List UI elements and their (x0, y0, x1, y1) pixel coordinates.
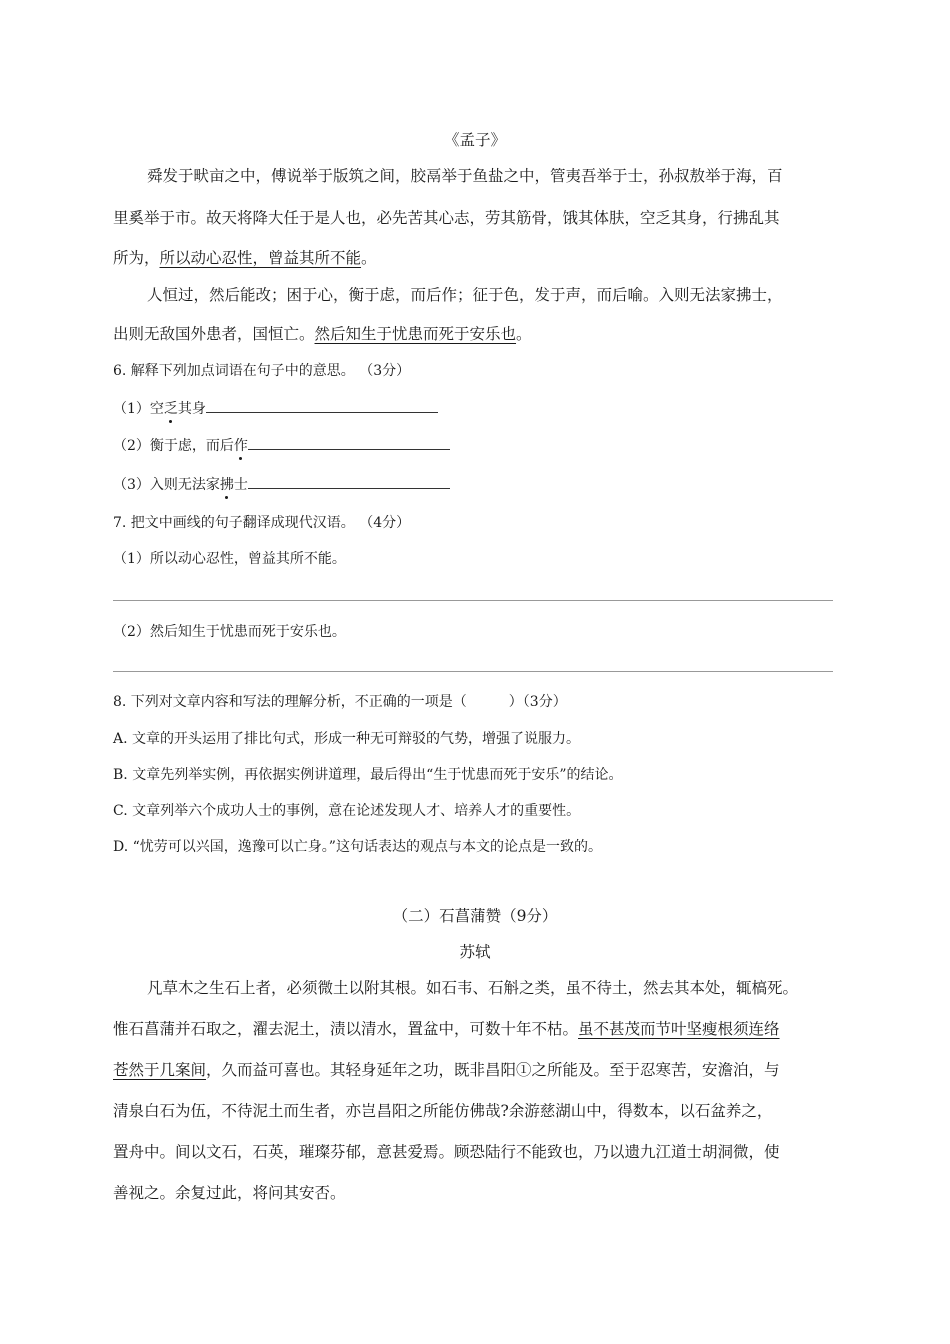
text-segment: （3）入则无法家 (113, 477, 220, 493)
text-segment: 。 (361, 249, 377, 267)
answer-blank[interactable] (206, 396, 438, 413)
text-segment: 惟石菖蒲并石取之，濯去泥土，渍以清水，置盆中，可数十年不枯。 (113, 1020, 579, 1038)
answer-line[interactable] (113, 671, 833, 672)
underlined-sentence: 苍然于几案间 (113, 1061, 207, 1079)
question-7-item-1: （1）所以动心忍性，曾益其所不能。 (113, 551, 346, 567)
question-7-item-2: （2）然后知生于忧患而死于安乐也。 (113, 624, 346, 640)
option-c[interactable]: C. 文章列举六个成功人士的事例，意在论述发现人才、培养人才的重要性。 (113, 803, 581, 819)
passage-author: 苏轼 (459, 943, 491, 961)
text-segment: （1）空 (113, 401, 164, 417)
text-segment: （2）衡于虑，而后 (113, 438, 234, 454)
passage-title: 《孟子》 (443, 131, 506, 149)
text-segment: 。 (516, 325, 532, 343)
passage-line (113, 322, 532, 344)
dotted-char: 乏 (163, 401, 178, 417)
passage-line: 清泉白石为伍，不待泥土而生者，亦岂昌阳之所能仿佛哉?余游慈湖山中，得数本，以石盆养之， (113, 1102, 773, 1120)
underlined-sentence: 然后知生于忧患而死于安乐也 (314, 325, 517, 343)
passage-line: 凡草木之生石上者，必须微土以附其根。如石韦、石斛之类，虽不待土，然去其本处，辄槁死。 (147, 979, 799, 997)
text-segment: 所为， (113, 249, 160, 267)
passage-line (113, 1017, 780, 1039)
answer-blank[interactable] (248, 433, 450, 450)
underlined-sentence: 虽不甚茂而节叶坚瘦根须连络 (578, 1020, 780, 1038)
option-b[interactable]: B. 文章先列举实例，再依据实例讲道理，最后得出“生于忧患而死于安乐”的结论。 (113, 767, 623, 783)
question-6-item-1 (113, 396, 438, 418)
passage-line: 里奚举于市。故天将降大任于是人也，必先苦其心志，劳其筋骨，饿其体肤，空乏其身，行拂乱其 (113, 209, 780, 227)
question-8-stem: 8. 下列对文章内容和写法的理解分析，不正确的一项是（ ）（3分） (113, 694, 567, 710)
question-6-item-2 (113, 433, 450, 455)
answer-line[interactable] (113, 600, 833, 601)
passage-line: 置舟中。间以文石，石英，璀璨芬郁，意甚爱焉。顾恐陆行不能致也，乃以遗九江道士胡洞微，使 (113, 1143, 780, 1161)
option-d[interactable]: D. “忧劳可以兴国，逸豫可以亡身。”这句话表达的观点与本文的论点是一致的。 (113, 839, 602, 855)
question-7-stem: 7. 把文中画线的句子翻译成现代汉语。 （4分） (113, 515, 411, 531)
passage-line: 人恒过，然后能改；困于心，衡于虑，而后作；征于色，发于声，而后喻。入则无法家拂士， (147, 286, 783, 304)
answer-blank[interactable] (248, 472, 450, 489)
text-segment: 士 (233, 477, 248, 493)
text-segment: 其身 (177, 401, 206, 417)
section-heading: （二）石菖蒲赞（9分） (392, 907, 558, 925)
dotted-char: 拂 (219, 477, 234, 493)
passage-line (113, 246, 377, 268)
question-6-stem: 6. 解释下列加点词语在句子中的意思。 （3分） (113, 363, 411, 379)
text-segment: 出则无敌国外患者，国恒亡。 (113, 325, 315, 343)
dotted-char: 作 (233, 438, 248, 454)
passage-line (113, 1058, 780, 1080)
underlined-sentence: 所以动心忍性，曾益其所不能 (159, 249, 362, 267)
text-segment: ，久而益可喜也。其轻身延年之功，既非昌阳①之所能及。至于忍寒苦，安澹泊，与 (206, 1061, 780, 1079)
option-a[interactable]: A. 文章的开头运用了排比句式，形成一种无可辩驳的气势，增强了说服力。 (113, 731, 581, 747)
question-6-item-3 (113, 472, 450, 494)
passage-line: 善视之。余复过此，将问其安否。 (113, 1184, 346, 1202)
passage-line: 舜发于畎亩之中，傅说举于版筑之间，胶鬲举于鱼盐之中，管夷吾举于士，孙叔敖举于海，百 (147, 167, 783, 185)
